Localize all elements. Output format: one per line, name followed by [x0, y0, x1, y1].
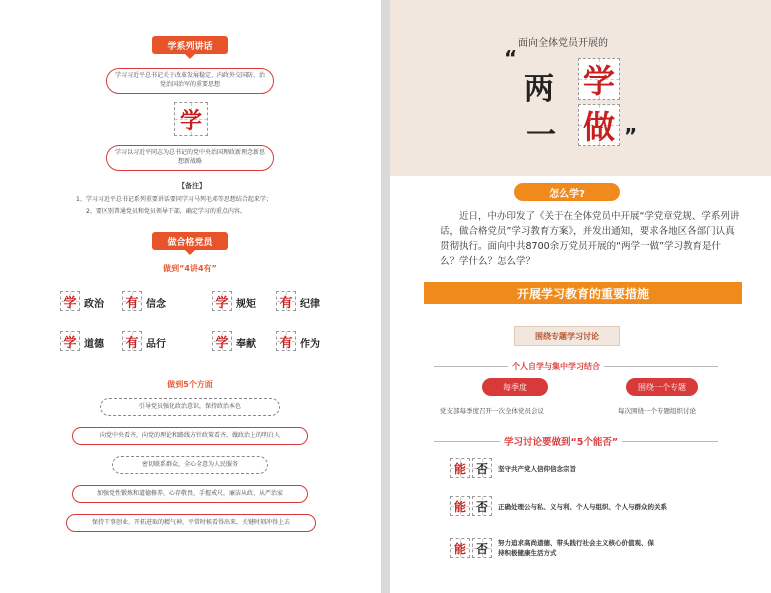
- word-conduct: 品行: [146, 339, 166, 350]
- ability-item: 努力追求高尚道德、带头践行社会主义核心价值观、保持积极健康生活方式: [498, 539, 654, 558]
- notes-title: 【备注】: [178, 182, 206, 190]
- char-box-xue: 学: [60, 291, 80, 311]
- quarterly-desc: 党支部每季度召开一次全体党员会议: [440, 407, 544, 415]
- big-char-box-zuo: 做: [578, 104, 620, 146]
- char-box-you: 有: [122, 331, 142, 351]
- quote-open: “: [504, 46, 518, 70]
- word-morality: 道德: [84, 339, 104, 350]
- pill-study-strategy: 学习以习近平同志为总书记的党中央治国理政新理念新思想新战略: [106, 145, 274, 171]
- char-box-neng: 能: [450, 496, 470, 516]
- aspect-item: 向党中央看齐，向党的理论和路线方针政策看齐，做政治上的明白人: [72, 427, 308, 445]
- aspect-item: 加强党性锻炼和道德修养，心存敬畏、手握戒尺，廉洁从政、从严治家: [72, 485, 308, 503]
- aspect-item: 保持干事创业、开拓进取的精气神，平常时候看得出来，关键时刻冲得上去: [66, 514, 316, 532]
- char-box-xue: 学: [60, 331, 80, 351]
- char-box-xue: 学: [212, 291, 232, 311]
- discussion-title: 学习讨论要做到“5个能否”: [500, 434, 622, 448]
- word-dedication: 奉献: [236, 339, 256, 350]
- right-page: [390, 0, 771, 593]
- note-2: 2、要区别普通党员和党员领导干部，确定学习的重点内容。: [86, 208, 246, 215]
- note-1: 1、学习习近平总书记系列重要讲话要同学习马列毛邓等思想结合起来学；: [76, 196, 272, 203]
- aspect-item: 密切联系群众，全心全意为人民服务: [112, 456, 268, 474]
- subtitle-5-aspects: 做到5个方面: [167, 380, 213, 389]
- word-rules: 规矩: [236, 299, 256, 310]
- quote-close: ”: [624, 124, 638, 148]
- aspect-item: 引导党员强化政治意识，保持政治本色: [100, 398, 280, 416]
- measures-banner: 开展学习教育的重要措施: [424, 282, 742, 304]
- pill-study-thought: 学习习近平总书记关于改革发展稳定、内政外交国防、治党治国治军的重要思想: [106, 68, 274, 94]
- topic-tag: 围绕专题学习讨论: [514, 326, 620, 346]
- topic-desc: 每次围绕一个专题组织讨论: [618, 407, 696, 415]
- word-belief: 信念: [146, 299, 166, 310]
- word-politics: 政治: [84, 299, 104, 310]
- char-box-fou: 否: [472, 538, 492, 558]
- char-box-you: 有: [276, 331, 296, 351]
- big-char-study: 学: [174, 102, 208, 136]
- word-discipline: 纪律: [300, 299, 320, 310]
- char-box-you: 有: [122, 291, 142, 311]
- big-char-liang: 两: [524, 72, 554, 107]
- char-box-you: 有: [276, 291, 296, 311]
- char-box-fou: 否: [472, 458, 492, 478]
- char-box-fou: 否: [472, 496, 492, 516]
- tag-study-speeches: 学系列讲话: [152, 36, 228, 54]
- combine-label: 个人自学与集中学习结合: [508, 361, 604, 372]
- topic-badge: 围绕一个专题: [626, 378, 698, 396]
- char-box-neng: 能: [450, 538, 470, 558]
- big-char-box-xue: 学: [578, 58, 620, 100]
- how-tag: 怎么学?: [514, 183, 620, 201]
- char-box-neng: 能: [450, 458, 470, 478]
- subtitle-4-4: 做到“4讲4有”: [163, 264, 217, 273]
- intro-paragraph: 近日，中办印发了《关于在全体党员中开展“学党章党规、学系列讲话，做合格党员”学习教育方案》，并发出通知，要求各地区各部门认真贯彻执行。面向中共8700余万党员开展的“两学一做”学习教育是什么？学什么？怎么学？: [440, 211, 740, 267]
- ability-item: 正确处理公与私、义与利、个人与组织、个人与群众的关系: [498, 503, 667, 511]
- tag-qualified-member: 做合格党员: [152, 232, 228, 250]
- header-area: [390, 0, 771, 176]
- left-page: [0, 0, 381, 593]
- big-char-yi: 一: [526, 118, 556, 153]
- ability-item: 坚守共产党人信仰信念宗旨: [498, 465, 576, 473]
- word-action: 作为: [300, 339, 320, 350]
- quarterly-badge: 每季度: [482, 378, 548, 396]
- char-box-xue: 学: [212, 331, 232, 351]
- header-small-text: 面向全体党员开展的: [518, 38, 608, 49]
